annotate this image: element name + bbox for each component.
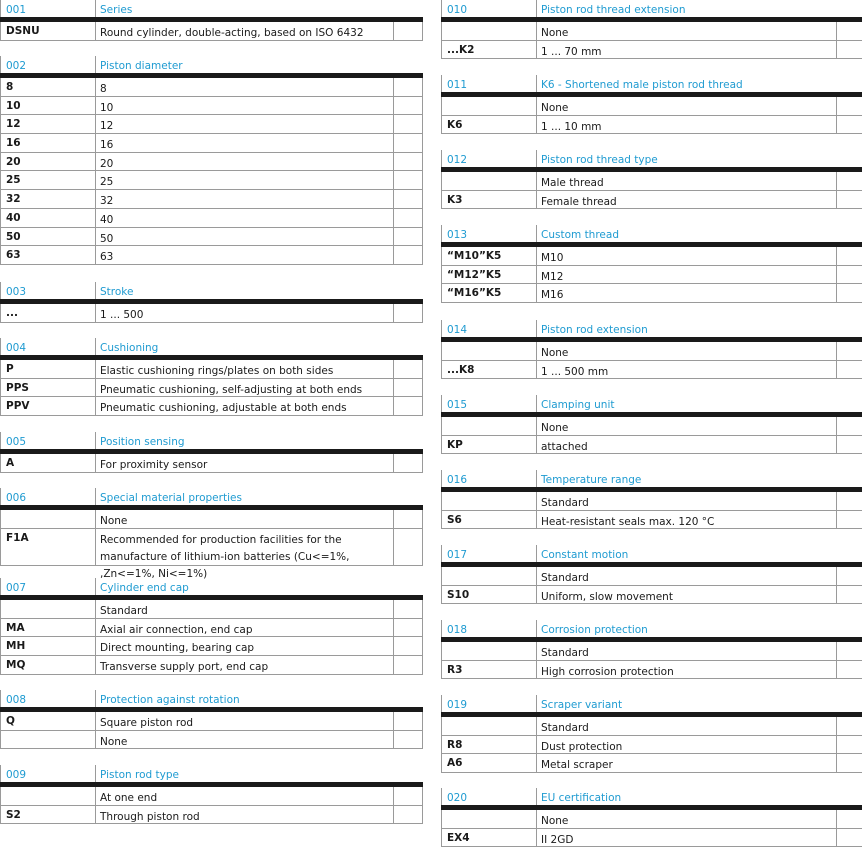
option-row bbox=[0, 619, 423, 638]
option-selection-cell[interactable] bbox=[393, 246, 423, 264]
option-selection-cell[interactable] bbox=[393, 510, 423, 528]
option-row bbox=[0, 397, 423, 416]
option-description: 1 ... 500 bbox=[95, 304, 395, 322]
section-number: 013 bbox=[447, 229, 468, 241]
option-description: None bbox=[536, 22, 836, 40]
option-code: 10 bbox=[6, 99, 21, 112]
option-code: KP bbox=[447, 438, 463, 451]
section-number: 011 bbox=[447, 79, 468, 91]
option-row bbox=[0, 190, 423, 209]
option-description: Through piston rod bbox=[95, 806, 395, 824]
option-description: For proximity sensor bbox=[95, 454, 395, 472]
section-header bbox=[0, 432, 423, 449]
option-code: MH bbox=[6, 640, 26, 653]
section-number: 001 bbox=[6, 4, 27, 16]
section-title: Piston rod extension bbox=[536, 320, 648, 337]
option-selection-cell[interactable] bbox=[836, 436, 862, 454]
option-selection-cell[interactable] bbox=[836, 810, 862, 828]
option-section-018 bbox=[441, 620, 862, 679]
option-code: A6 bbox=[447, 757, 463, 770]
option-selection-cell[interactable] bbox=[836, 116, 862, 134]
option-code: 16 bbox=[6, 137, 21, 150]
option-row bbox=[0, 656, 423, 675]
option-row bbox=[0, 712, 423, 731]
option-row bbox=[0, 529, 423, 580]
option-selection-cell[interactable] bbox=[836, 22, 862, 40]
option-description: 32 bbox=[95, 190, 395, 208]
option-code: 32 bbox=[6, 193, 21, 206]
option-selection-cell[interactable] bbox=[393, 97, 423, 115]
option-description: 1 ... 70 mm bbox=[536, 41, 836, 59]
option-description: None bbox=[536, 417, 836, 435]
option-row bbox=[441, 586, 862, 605]
option-description: None bbox=[536, 342, 836, 360]
option-description: 25 bbox=[95, 171, 395, 189]
option-selection-cell[interactable] bbox=[836, 567, 862, 585]
option-selection-cell[interactable] bbox=[393, 134, 423, 152]
option-row bbox=[441, 511, 862, 530]
option-description: High corrosion protection bbox=[536, 661, 836, 679]
option-description: Standard bbox=[536, 492, 836, 510]
option-selection-cell[interactable] bbox=[393, 22, 423, 40]
option-description: Standard bbox=[95, 600, 395, 618]
option-row bbox=[441, 810, 862, 829]
option-row bbox=[441, 247, 862, 266]
option-code: ... bbox=[6, 307, 18, 319]
option-row bbox=[441, 661, 862, 680]
option-description: Male thread bbox=[536, 172, 836, 190]
option-code: PPS bbox=[6, 381, 29, 394]
section-title: Temperature range bbox=[536, 470, 641, 487]
option-selection-cell[interactable] bbox=[393, 731, 423, 749]
option-selection-cell[interactable] bbox=[393, 78, 423, 96]
option-row bbox=[441, 436, 862, 455]
option-description: Square piston rod bbox=[95, 712, 395, 730]
section-number: 016 bbox=[447, 474, 468, 486]
option-row bbox=[0, 787, 423, 806]
option-description: 8 bbox=[95, 78, 395, 96]
section-number: 007 bbox=[6, 582, 27, 594]
option-description: Standard bbox=[536, 717, 836, 735]
option-selection-cell[interactable] bbox=[836, 247, 862, 265]
option-row bbox=[441, 717, 862, 736]
option-code: “M12”K5 bbox=[447, 268, 502, 281]
option-code: 8 bbox=[6, 81, 14, 93]
option-row bbox=[441, 41, 862, 60]
option-description: Elastic cushioning rings/plates on both sides bbox=[95, 360, 395, 378]
option-row bbox=[441, 97, 862, 116]
section-title: Stroke bbox=[95, 282, 133, 299]
option-description: II 2GD bbox=[536, 829, 836, 847]
option-section-005 bbox=[0, 432, 423, 473]
section-header bbox=[0, 765, 423, 782]
option-row bbox=[441, 284, 862, 303]
option-section-020 bbox=[441, 788, 862, 847]
option-description: None bbox=[95, 510, 395, 528]
option-selection-cell[interactable] bbox=[836, 492, 862, 510]
option-code: R3 bbox=[447, 663, 463, 676]
option-row bbox=[441, 642, 862, 661]
option-description: M12 bbox=[536, 266, 836, 284]
option-selection-cell[interactable] bbox=[836, 172, 862, 190]
option-selection-cell[interactable] bbox=[393, 397, 423, 415]
option-row bbox=[441, 191, 862, 210]
option-description: Metal scraper bbox=[536, 754, 836, 772]
option-row bbox=[441, 22, 862, 41]
option-row bbox=[441, 266, 862, 285]
option-row bbox=[0, 153, 423, 172]
option-selection-cell[interactable] bbox=[393, 379, 423, 397]
option-selection-cell[interactable] bbox=[836, 661, 862, 679]
option-description: Axial air connection, end cap bbox=[95, 619, 395, 637]
option-selection-cell[interactable] bbox=[836, 736, 862, 754]
option-row bbox=[0, 379, 423, 398]
section-header bbox=[441, 788, 862, 805]
option-description: attached bbox=[536, 436, 836, 454]
section-header bbox=[441, 695, 862, 712]
option-code: Q bbox=[6, 715, 15, 727]
option-code: DSNU bbox=[6, 25, 40, 37]
option-selection-cell[interactable] bbox=[836, 284, 862, 302]
option-selection-cell[interactable] bbox=[393, 787, 423, 805]
section-header bbox=[441, 395, 862, 412]
option-row bbox=[0, 454, 423, 473]
option-section-003 bbox=[0, 282, 423, 323]
option-row bbox=[441, 492, 862, 511]
option-selection-cell[interactable] bbox=[836, 97, 862, 115]
option-description: 12 bbox=[95, 115, 395, 133]
option-section-017 bbox=[441, 545, 862, 604]
section-title: K6 - Shortened male piston rod thread bbox=[536, 75, 743, 92]
option-selection-cell[interactable] bbox=[393, 190, 423, 208]
option-description: 40 bbox=[95, 209, 395, 227]
section-number: 012 bbox=[447, 154, 468, 166]
option-row bbox=[0, 246, 423, 265]
option-selection-cell[interactable] bbox=[836, 41, 862, 59]
option-selection-cell[interactable] bbox=[836, 417, 862, 435]
option-description: Heat-resistant seals max. 120 °C bbox=[536, 511, 836, 529]
section-title: Cylinder end cap bbox=[95, 578, 189, 595]
option-row bbox=[0, 171, 423, 190]
option-code: EX4 bbox=[447, 831, 470, 844]
section-header bbox=[0, 56, 423, 73]
option-row bbox=[0, 637, 423, 656]
option-code: “M10”K5 bbox=[447, 250, 502, 262]
section-title: Special material properties bbox=[95, 488, 242, 505]
option-description: None bbox=[536, 810, 836, 828]
section-number: 014 bbox=[447, 324, 468, 336]
section-title: Custom thread bbox=[536, 225, 619, 242]
option-description: Direct mounting, bearing cap bbox=[95, 637, 395, 655]
option-selection-cell[interactable] bbox=[836, 511, 862, 529]
option-row bbox=[441, 116, 862, 135]
option-section-002 bbox=[0, 56, 423, 265]
option-row bbox=[0, 731, 423, 750]
option-row bbox=[0, 806, 423, 825]
option-row bbox=[0, 115, 423, 134]
option-row bbox=[0, 304, 423, 323]
option-selection-cell[interactable] bbox=[836, 754, 862, 772]
section-number: 006 bbox=[6, 492, 27, 504]
option-description: Dust protection bbox=[536, 736, 836, 754]
section-header bbox=[441, 0, 862, 17]
option-row bbox=[0, 510, 423, 529]
option-section-016 bbox=[441, 470, 862, 529]
option-selection-cell[interactable] bbox=[393, 454, 423, 472]
section-header bbox=[441, 320, 862, 337]
option-selection-cell[interactable] bbox=[393, 619, 423, 637]
option-section-008 bbox=[0, 690, 423, 749]
option-row bbox=[0, 97, 423, 116]
option-description: Round cylinder, double-acting, based on ISO 6432 bbox=[95, 22, 395, 40]
section-title: Piston rod thread extension bbox=[536, 0, 685, 17]
section-title: Corrosion protection bbox=[536, 620, 648, 637]
section-title: Piston rod thread type bbox=[536, 150, 658, 167]
option-selection-cell[interactable] bbox=[393, 637, 423, 655]
option-selection-cell[interactable] bbox=[393, 228, 423, 246]
option-description: 10 bbox=[95, 97, 395, 115]
option-description: M10 bbox=[536, 247, 836, 265]
option-row bbox=[441, 172, 862, 191]
section-title: Protection against rotation bbox=[95, 690, 240, 707]
option-code: S2 bbox=[6, 808, 21, 821]
option-selection-cell[interactable] bbox=[393, 712, 423, 730]
section-title: Constant motion bbox=[536, 545, 628, 562]
section-header bbox=[441, 545, 862, 562]
option-section-007 bbox=[0, 578, 423, 675]
option-code: 25 bbox=[6, 174, 21, 187]
section-number: 004 bbox=[6, 342, 27, 354]
section-title: EU certification bbox=[536, 788, 621, 805]
option-description: 1 ... 10 mm bbox=[536, 116, 836, 134]
option-row bbox=[0, 360, 423, 379]
option-description: Pneumatic cushioning, self-adjusting at both ends bbox=[95, 379, 395, 397]
section-header bbox=[0, 282, 423, 299]
option-description: At one end bbox=[95, 787, 395, 805]
option-code: ...K8 bbox=[447, 363, 475, 376]
option-row bbox=[441, 342, 862, 361]
option-row bbox=[0, 209, 423, 228]
option-selection-cell[interactable] bbox=[393, 171, 423, 189]
option-section-004 bbox=[0, 338, 423, 416]
option-row bbox=[0, 22, 423, 41]
option-code: K3 bbox=[447, 193, 463, 206]
option-code: PPV bbox=[6, 400, 30, 413]
option-row bbox=[441, 754, 862, 773]
option-code: MA bbox=[6, 621, 25, 634]
option-description: 50 bbox=[95, 228, 395, 246]
section-title: Position sensing bbox=[95, 432, 185, 449]
option-code: 40 bbox=[6, 211, 21, 224]
option-code: “M16”K5 bbox=[447, 287, 502, 300]
section-header bbox=[0, 690, 423, 707]
option-code: 50 bbox=[6, 230, 21, 243]
option-selection-cell[interactable] bbox=[836, 642, 862, 660]
option-description: Female thread bbox=[536, 191, 836, 209]
option-description: 20 bbox=[95, 153, 395, 171]
option-description: M16 bbox=[536, 284, 836, 302]
option-code: 12 bbox=[6, 118, 21, 131]
option-code: F1A bbox=[6, 531, 29, 544]
option-row bbox=[0, 78, 423, 97]
section-title: Clamping unit bbox=[536, 395, 615, 412]
option-code: 20 bbox=[6, 155, 21, 168]
option-section-014 bbox=[441, 320, 862, 379]
option-selection-cell[interactable] bbox=[836, 829, 862, 847]
option-code: MQ bbox=[6, 659, 26, 672]
option-selection-cell[interactable] bbox=[393, 656, 423, 674]
option-code: S10 bbox=[447, 588, 470, 601]
option-row bbox=[441, 829, 862, 848]
option-code: P bbox=[6, 363, 14, 375]
option-section-010 bbox=[441, 0, 862, 59]
option-description: Uniform, slow movement bbox=[536, 586, 836, 604]
section-header bbox=[441, 75, 862, 92]
option-description: None bbox=[536, 97, 836, 115]
section-title: Series bbox=[95, 0, 132, 17]
section-header bbox=[441, 225, 862, 242]
option-description: 1 ... 500 mm bbox=[536, 361, 836, 379]
option-selection-cell[interactable] bbox=[393, 529, 423, 565]
option-selection-cell[interactable] bbox=[393, 600, 423, 618]
option-code: S6 bbox=[447, 513, 462, 526]
option-section-015 bbox=[441, 395, 862, 454]
option-selection-cell[interactable] bbox=[836, 586, 862, 604]
option-selection-cell[interactable] bbox=[393, 304, 423, 322]
option-code: ...K2 bbox=[447, 43, 475, 56]
section-number: 019 bbox=[447, 699, 468, 711]
option-row bbox=[0, 600, 423, 619]
option-code: A bbox=[6, 457, 15, 469]
option-row bbox=[441, 736, 862, 755]
option-description: Standard bbox=[536, 567, 836, 585]
option-section-011 bbox=[441, 75, 862, 134]
section-header bbox=[0, 488, 423, 505]
section-number: 018 bbox=[447, 624, 468, 636]
option-code: K6 bbox=[447, 118, 463, 131]
option-description: 63 bbox=[95, 246, 395, 264]
option-section-009 bbox=[0, 765, 423, 824]
option-description: None bbox=[95, 731, 395, 749]
section-header bbox=[0, 0, 423, 17]
section-number: 010 bbox=[447, 4, 468, 16]
option-selection-cell[interactable] bbox=[393, 153, 423, 171]
option-section-013 bbox=[441, 225, 862, 303]
option-description: Standard bbox=[536, 642, 836, 660]
section-number: 002 bbox=[6, 60, 27, 72]
section-number: 020 bbox=[447, 792, 468, 804]
option-description: Recommended for production facilities for the manufacture of lithium-ion batteries (Cu<=1%, ,Zn<=1%, Ni<=1%) bbox=[95, 529, 395, 565]
option-section-012 bbox=[441, 150, 862, 209]
section-header bbox=[0, 578, 423, 595]
option-selection-cell[interactable] bbox=[393, 209, 423, 227]
option-code: R8 bbox=[447, 738, 463, 751]
section-header bbox=[441, 150, 862, 167]
option-section-006 bbox=[0, 488, 423, 580]
section-header bbox=[0, 338, 423, 355]
section-number: 003 bbox=[6, 286, 27, 298]
section-title: Piston diameter bbox=[95, 56, 183, 73]
option-row bbox=[441, 567, 862, 586]
option-section-001 bbox=[0, 0, 423, 41]
section-header bbox=[441, 470, 862, 487]
section-number: 017 bbox=[447, 549, 468, 561]
option-selection-cell[interactable] bbox=[836, 266, 862, 284]
option-row bbox=[0, 134, 423, 153]
option-row bbox=[0, 228, 423, 247]
section-number: 008 bbox=[6, 694, 27, 706]
option-row bbox=[441, 361, 862, 380]
option-selection-cell[interactable] bbox=[836, 361, 862, 379]
option-code: 63 bbox=[6, 249, 21, 262]
section-title: Scraper variant bbox=[536, 695, 622, 712]
option-selection-cell[interactable] bbox=[393, 115, 423, 133]
option-description: Pneumatic cushioning, adjustable at both ends bbox=[95, 397, 395, 415]
section-number: 005 bbox=[6, 436, 27, 448]
option-selection-cell[interactable] bbox=[393, 360, 423, 378]
option-description: 16 bbox=[95, 134, 395, 152]
option-description: Transverse supply port, end cap bbox=[95, 656, 395, 674]
option-selection-cell[interactable] bbox=[836, 717, 862, 735]
option-selection-cell[interactable] bbox=[836, 191, 862, 209]
option-row bbox=[441, 417, 862, 436]
section-header bbox=[441, 620, 862, 637]
option-section-019 bbox=[441, 695, 862, 773]
section-title: Cushioning bbox=[95, 338, 158, 355]
section-number: 015 bbox=[447, 399, 468, 411]
option-selection-cell[interactable] bbox=[393, 806, 423, 824]
option-selection-cell[interactable] bbox=[836, 342, 862, 360]
section-number: 009 bbox=[6, 769, 27, 781]
section-title: Piston rod type bbox=[95, 765, 179, 782]
